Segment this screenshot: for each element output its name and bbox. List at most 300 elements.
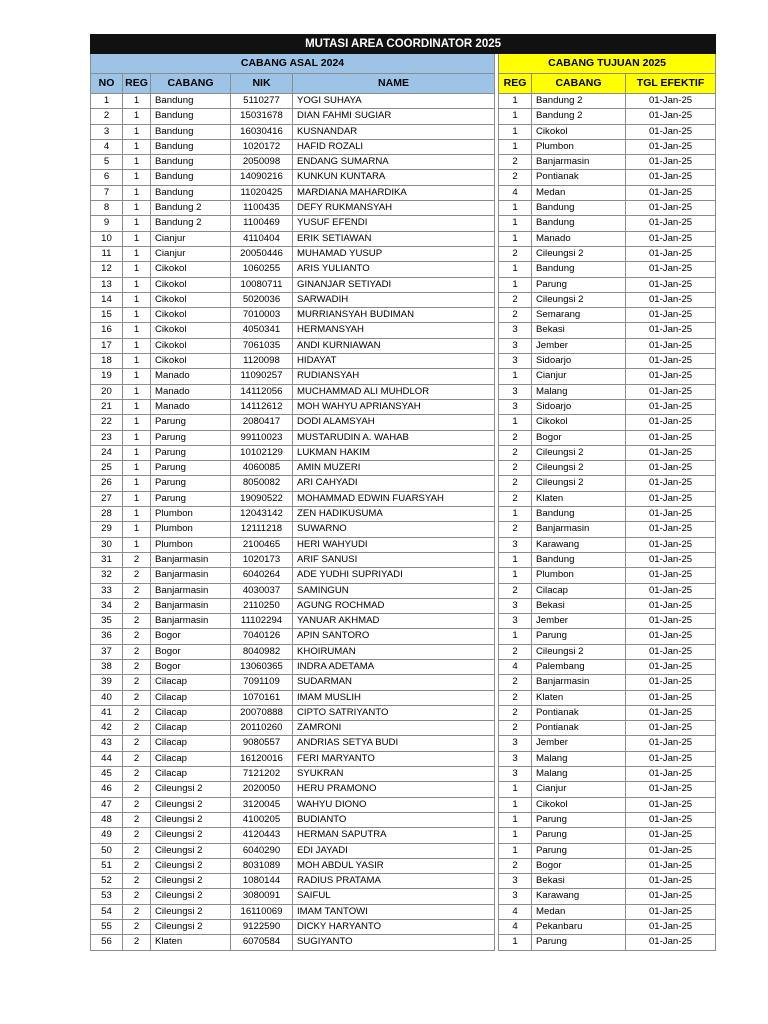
cell-reg: 1	[123, 308, 151, 323]
cell-cabang: Cilacap	[151, 675, 231, 690]
cell-reg-dest: 3	[499, 874, 532, 889]
cell-reg: 2	[123, 920, 151, 935]
cell-reg: 2	[123, 736, 151, 751]
cell-nik: 4030037	[231, 583, 293, 598]
cell-cabang-dest: Karawang	[532, 537, 626, 552]
cell-no: 10	[91, 231, 123, 246]
cell-nik: 16110069	[231, 904, 293, 919]
cell-name: APIN SANTORO	[293, 629, 495, 644]
cell-no: 33	[91, 583, 123, 598]
cell-tgl-efektif: 01-Jan-25	[626, 797, 716, 812]
cell-reg: 2	[123, 598, 151, 613]
table-row	[91, 904, 716, 919]
cell-nik: 7121202	[231, 767, 293, 782]
cell-reg-dest: 3	[499, 338, 532, 353]
cell-cabang: Cikokol	[151, 292, 231, 307]
cell-cabang: Manado	[151, 369, 231, 384]
cell-nik: 1120098	[231, 354, 293, 369]
cell-reg: 1	[123, 415, 151, 430]
table-row	[91, 889, 716, 904]
cell-no: 44	[91, 751, 123, 766]
cell-reg: 2	[123, 614, 151, 629]
cell-reg-dest: 2	[499, 308, 532, 323]
table-row	[91, 139, 716, 154]
cell-no: 52	[91, 874, 123, 889]
table-row	[91, 185, 716, 200]
cell-tgl-efektif: 01-Jan-25	[626, 369, 716, 384]
cell-cabang-dest: Bekasi	[532, 598, 626, 613]
cell-cabang-dest: Parung	[532, 277, 626, 292]
cell-no: 3	[91, 124, 123, 139]
cell-cabang: Cileungsi 2	[151, 812, 231, 827]
cell-nik: 1020172	[231, 139, 293, 154]
cell-reg: 1	[123, 522, 151, 537]
cell-no: 45	[91, 767, 123, 782]
cell-cabang-dest: Jember	[532, 736, 626, 751]
table-row	[91, 858, 716, 873]
cell-reg-dest: 2	[499, 430, 532, 445]
cell-name: DICKY HARYANTO	[293, 920, 495, 935]
cell-tgl-efektif: 01-Jan-25	[626, 445, 716, 460]
table-row	[91, 170, 716, 185]
table-row	[91, 231, 716, 246]
cell-reg: 1	[123, 292, 151, 307]
cell-reg-dest: 2	[499, 292, 532, 307]
cell-cabang-dest: Pekanbaru	[532, 920, 626, 935]
cell-nik: 6040290	[231, 843, 293, 858]
header-tgl-efektif: TGL EFEKTIF	[626, 74, 716, 94]
cell-name: MUHAMAD YUSUP	[293, 246, 495, 261]
cell-reg: 2	[123, 828, 151, 843]
cell-cabang: Cilacap	[151, 736, 231, 751]
cell-cabang-dest: Bandung	[532, 216, 626, 231]
cell-cabang: Parung	[151, 415, 231, 430]
cell-reg: 1	[123, 139, 151, 154]
cell-nik: 2100465	[231, 537, 293, 552]
cell-tgl-efektif: 01-Jan-25	[626, 507, 716, 522]
table-row	[91, 690, 716, 705]
header-no: NO	[91, 74, 123, 94]
cell-nik: 4050341	[231, 323, 293, 338]
cell-reg: 2	[123, 812, 151, 827]
cell-name: RUDIANSYAH	[293, 369, 495, 384]
cell-name: ANDRIAS SETYA BUDI	[293, 736, 495, 751]
cell-reg: 2	[123, 782, 151, 797]
cell-name: CIPTO SATRIYANTO	[293, 705, 495, 720]
cell-cabang: Bandung	[151, 170, 231, 185]
cell-nik: 15031678	[231, 109, 293, 124]
table-row	[91, 369, 716, 384]
table-row	[91, 935, 716, 950]
cell-no: 1	[91, 94, 123, 109]
table-row	[91, 491, 716, 506]
cell-nik: 4120443	[231, 828, 293, 843]
cell-nik: 4110404	[231, 231, 293, 246]
cell-name: SUDARMAN	[293, 675, 495, 690]
cell-reg-dest: 3	[499, 323, 532, 338]
cell-no: 28	[91, 507, 123, 522]
cell-reg-dest: 1	[499, 201, 532, 216]
cell-reg: 1	[123, 338, 151, 353]
cell-cabang-dest: Bandung	[532, 552, 626, 567]
cell-reg-dest: 2	[499, 721, 532, 736]
cell-reg-dest: 1	[499, 843, 532, 858]
cell-cabang: Cikokol	[151, 323, 231, 338]
cell-cabang: Parung	[151, 461, 231, 476]
table-row	[91, 705, 716, 720]
cell-reg-dest: 1	[499, 552, 532, 567]
cell-tgl-efektif: 01-Jan-25	[626, 767, 716, 782]
cell-name: ARIS YULIANTO	[293, 262, 495, 277]
cell-tgl-efektif: 01-Jan-25	[626, 858, 716, 873]
cell-name: KHOIRUMAN	[293, 644, 495, 659]
cell-cabang-dest: Parung	[532, 935, 626, 950]
cell-nik: 14112056	[231, 384, 293, 399]
cell-name: ZEN HADIKUSUMA	[293, 507, 495, 522]
cell-cabang: Cileungsi 2	[151, 797, 231, 812]
cell-reg-dest: 1	[499, 797, 532, 812]
cell-name: YANUAR AKHMAD	[293, 614, 495, 629]
cell-tgl-efektif: 01-Jan-25	[626, 246, 716, 261]
cell-cabang-dest: Bogor	[532, 430, 626, 445]
cell-tgl-efektif: 01-Jan-25	[626, 354, 716, 369]
cell-reg: 2	[123, 568, 151, 583]
cell-cabang-dest: Palembang	[532, 659, 626, 674]
cell-nik: 1020173	[231, 552, 293, 567]
cell-no: 15	[91, 308, 123, 323]
cell-cabang-dest: Bandung 2	[532, 109, 626, 124]
cell-tgl-efektif: 01-Jan-25	[626, 690, 716, 705]
cell-reg-dest: 1	[499, 812, 532, 827]
cell-tgl-efektif: 01-Jan-25	[626, 139, 716, 154]
cell-tgl-efektif: 01-Jan-25	[626, 109, 716, 124]
cell-reg-dest: 1	[499, 124, 532, 139]
cell-reg: 2	[123, 751, 151, 766]
table-row	[91, 216, 716, 231]
cell-nik: 1100469	[231, 216, 293, 231]
cell-nik: 1080144	[231, 874, 293, 889]
cell-cabang: Cikokol	[151, 277, 231, 292]
cell-tgl-efektif: 01-Jan-25	[626, 384, 716, 399]
cell-cabang-dest: Cilacap	[532, 583, 626, 598]
cell-reg-dest: 4	[499, 904, 532, 919]
cell-no: 32	[91, 568, 123, 583]
cell-cabang: Cileungsi 2	[151, 889, 231, 904]
cell-no: 2	[91, 109, 123, 124]
cell-no: 25	[91, 461, 123, 476]
cell-name: HERU PRAMONO	[293, 782, 495, 797]
cell-reg: 1	[123, 262, 151, 277]
cell-tgl-efektif: 01-Jan-25	[626, 491, 716, 506]
cell-cabang: Manado	[151, 399, 231, 414]
cell-nik: 7091109	[231, 675, 293, 690]
header-nik: NIK	[231, 74, 293, 94]
cell-nik: 12043142	[231, 507, 293, 522]
cell-no: 21	[91, 399, 123, 414]
cell-name: MOH WAHYU APRIANSYAH	[293, 399, 495, 414]
cell-nik: 9122590	[231, 920, 293, 935]
table-row	[91, 415, 716, 430]
cell-no: 23	[91, 430, 123, 445]
cell-nik: 2020050	[231, 782, 293, 797]
table-row	[91, 659, 716, 674]
cell-cabang: Bogor	[151, 659, 231, 674]
cell-cabang-dest: Klaten	[532, 690, 626, 705]
cell-reg: 2	[123, 659, 151, 674]
cell-cabang-dest: Malang	[532, 384, 626, 399]
cell-no: 7	[91, 185, 123, 200]
cell-no: 8	[91, 201, 123, 216]
table-row	[91, 736, 716, 751]
cell-reg-dest: 2	[499, 522, 532, 537]
cell-tgl-efektif: 01-Jan-25	[626, 935, 716, 950]
cell-reg: 1	[123, 537, 151, 552]
table-row	[91, 155, 716, 170]
cell-no: 41	[91, 705, 123, 720]
cell-name: RADIUS PRATAMA	[293, 874, 495, 889]
cell-tgl-efektif: 01-Jan-25	[626, 216, 716, 231]
cell-nik: 3120045	[231, 797, 293, 812]
table-row	[91, 262, 716, 277]
cell-nik: 99110023	[231, 430, 293, 445]
cell-cabang: Parung	[151, 476, 231, 491]
cell-nik: 7061035	[231, 338, 293, 353]
cell-name: HERMAN SAPUTRA	[293, 828, 495, 843]
cell-name: KUNKUN KUNTARA	[293, 170, 495, 185]
table-row	[91, 308, 716, 323]
cell-cabang: Bandung	[151, 139, 231, 154]
cell-no: 47	[91, 797, 123, 812]
cell-name: IMAM TANTOWI	[293, 904, 495, 919]
cell-reg-dest: 3	[499, 537, 532, 552]
cell-reg: 2	[123, 629, 151, 644]
cell-cabang-dest: Manado	[532, 231, 626, 246]
header-reg-dest: REG	[499, 74, 532, 94]
cell-tgl-efektif: 01-Jan-25	[626, 292, 716, 307]
cell-no: 55	[91, 920, 123, 935]
cell-name: MARDIANA MAHARDIKA	[293, 185, 495, 200]
cell-no: 4	[91, 139, 123, 154]
cell-cabang: Cileungsi 2	[151, 858, 231, 873]
cell-cabang-dest: Banjarmasin	[532, 155, 626, 170]
cell-no: 18	[91, 354, 123, 369]
cell-name: BUDIANTO	[293, 812, 495, 827]
cell-cabang-dest: Jember	[532, 338, 626, 353]
cell-nik: 9080557	[231, 736, 293, 751]
cell-name: SUGIYANTO	[293, 935, 495, 950]
cell-name: HERMANSYAH	[293, 323, 495, 338]
cell-reg: 1	[123, 476, 151, 491]
cell-tgl-efektif: 01-Jan-25	[626, 399, 716, 414]
cell-no: 9	[91, 216, 123, 231]
cell-name: MUSTARUDIN A. WAHAB	[293, 430, 495, 445]
cell-reg-dest: 4	[499, 185, 532, 200]
sheet-title: MUTASI AREA COORDINATOR 2025	[91, 35, 716, 54]
cell-tgl-efektif: 01-Jan-25	[626, 920, 716, 935]
cell-cabang: Bandung 2	[151, 216, 231, 231]
cell-cabang-dest: Bandung 2	[532, 94, 626, 109]
cell-cabang: Cilacap	[151, 721, 231, 736]
table-row	[91, 292, 716, 307]
destination-group-header: CABANG TUJUAN 2025	[499, 54, 716, 74]
cell-reg: 1	[123, 155, 151, 170]
cell-reg: 1	[123, 277, 151, 292]
cell-reg-dest: 1	[499, 568, 532, 583]
cell-tgl-efektif: 01-Jan-25	[626, 323, 716, 338]
cell-cabang-dest: Bekasi	[532, 874, 626, 889]
cell-reg: 1	[123, 384, 151, 399]
cell-nik: 2110250	[231, 598, 293, 613]
cell-name: DODI ALAMSYAH	[293, 415, 495, 430]
cell-name: ENDANG SUMARNA	[293, 155, 495, 170]
table-row	[91, 124, 716, 139]
cell-reg-dest: 2	[499, 675, 532, 690]
header-cabang-dest: CABANG	[532, 74, 626, 94]
cell-name: LUKMAN HAKIM	[293, 445, 495, 460]
table-row	[91, 644, 716, 659]
cell-reg-dest: 1	[499, 935, 532, 950]
cell-cabang-dest: Malang	[532, 751, 626, 766]
cell-nik: 2080417	[231, 415, 293, 430]
cell-cabang: Bogor	[151, 644, 231, 659]
cell-name: MUCHAMMAD ALI MUHDLOR	[293, 384, 495, 399]
cell-tgl-efektif: 01-Jan-25	[626, 751, 716, 766]
cell-name: ZAMRONI	[293, 721, 495, 736]
cell-nik: 5020036	[231, 292, 293, 307]
cell-reg-dest: 2	[499, 155, 532, 170]
table-row	[91, 109, 716, 124]
cell-reg-dest: 2	[499, 445, 532, 460]
cell-tgl-efektif: 01-Jan-25	[626, 874, 716, 889]
cell-reg-dest: 3	[499, 384, 532, 399]
cell-cabang: Cianjur	[151, 246, 231, 261]
cell-cabang: Bandung	[151, 94, 231, 109]
cell-cabang-dest: Medan	[532, 185, 626, 200]
cell-tgl-efektif: 01-Jan-25	[626, 124, 716, 139]
table-row	[91, 812, 716, 827]
cell-reg-dest: 1	[499, 629, 532, 644]
cell-no: 30	[91, 537, 123, 552]
cell-no: 51	[91, 858, 123, 873]
cell-reg-dest: 1	[499, 277, 532, 292]
cell-tgl-efektif: 01-Jan-25	[626, 782, 716, 797]
cell-reg-dest: 4	[499, 920, 532, 935]
cell-cabang: Plumbon	[151, 522, 231, 537]
cell-nik: 11090257	[231, 369, 293, 384]
cell-cabang-dest: Bandung	[532, 507, 626, 522]
table-row	[91, 430, 716, 445]
cell-nik: 8040982	[231, 644, 293, 659]
cell-cabang-dest: Parung	[532, 843, 626, 858]
cell-no: 35	[91, 614, 123, 629]
cell-cabang: Cileungsi 2	[151, 782, 231, 797]
cell-reg: 1	[123, 507, 151, 522]
cell-no: 27	[91, 491, 123, 506]
cell-tgl-efektif: 01-Jan-25	[626, 598, 716, 613]
cell-tgl-efektif: 01-Jan-25	[626, 843, 716, 858]
cell-name: WAHYU DIONO	[293, 797, 495, 812]
cell-cabang-dest: Bandung	[532, 201, 626, 216]
cell-no: 19	[91, 369, 123, 384]
table-row	[91, 583, 716, 598]
cell-cabang-dest: Banjarmasin	[532, 675, 626, 690]
cell-reg: 2	[123, 797, 151, 812]
cell-name: INDRA ADETAMA	[293, 659, 495, 674]
cell-tgl-efektif: 01-Jan-25	[626, 675, 716, 690]
cell-reg-dest: 1	[499, 94, 532, 109]
cell-tgl-efektif: 01-Jan-25	[626, 904, 716, 919]
cell-reg: 1	[123, 216, 151, 231]
cell-name: YUSUF EFENDI	[293, 216, 495, 231]
cell-cabang-dest: Cileungsi 2	[532, 445, 626, 460]
cell-reg: 2	[123, 644, 151, 659]
cell-no: 29	[91, 522, 123, 537]
table-row	[91, 323, 716, 338]
cell-cabang-dest: Malang	[532, 767, 626, 782]
table-row	[91, 399, 716, 414]
cell-cabang: Bandung	[151, 109, 231, 124]
cell-cabang-dest: Medan	[532, 904, 626, 919]
cell-reg: 1	[123, 201, 151, 216]
cell-reg-dest: 1	[499, 415, 532, 430]
cell-reg: 2	[123, 935, 151, 950]
cell-name: SARWADIH	[293, 292, 495, 307]
cell-cabang-dest: Sidoarjo	[532, 399, 626, 414]
cell-name: ARI CAHYADI	[293, 476, 495, 491]
cell-reg: 1	[123, 399, 151, 414]
cell-cabang: Plumbon	[151, 537, 231, 552]
cell-reg-dest: 3	[499, 399, 532, 414]
cell-tgl-efektif: 01-Jan-25	[626, 522, 716, 537]
table-row	[91, 552, 716, 567]
cell-reg-dest: 2	[499, 690, 532, 705]
cell-reg: 2	[123, 705, 151, 720]
cell-name: SAMINGUN	[293, 583, 495, 598]
cell-no: 6	[91, 170, 123, 185]
cell-reg: 2	[123, 767, 151, 782]
cell-tgl-efektif: 01-Jan-25	[626, 659, 716, 674]
cell-no: 42	[91, 721, 123, 736]
table-row	[91, 522, 716, 537]
cell-cabang-dest: Pontianak	[532, 705, 626, 720]
cell-reg-dest: 2	[499, 583, 532, 598]
table-row	[91, 568, 716, 583]
cell-nik: 16030416	[231, 124, 293, 139]
cell-no: 36	[91, 629, 123, 644]
cell-nik: 10102129	[231, 445, 293, 460]
cell-cabang: Cilacap	[151, 751, 231, 766]
cell-tgl-efektif: 01-Jan-25	[626, 476, 716, 491]
cell-reg-dest: 4	[499, 659, 532, 674]
cell-cabang-dest: Karawang	[532, 889, 626, 904]
cell-cabang: Cikokol	[151, 338, 231, 353]
cell-cabang: Bandung 2	[151, 201, 231, 216]
cell-tgl-efektif: 01-Jan-25	[626, 644, 716, 659]
cell-tgl-efektif: 01-Jan-25	[626, 185, 716, 200]
cell-no: 20	[91, 384, 123, 399]
cell-no: 38	[91, 659, 123, 674]
cell-no: 26	[91, 476, 123, 491]
table-row	[91, 721, 716, 736]
cell-no: 17	[91, 338, 123, 353]
cell-reg-dest: 1	[499, 139, 532, 154]
cell-reg: 1	[123, 246, 151, 261]
cell-cabang-dest: Cileungsi 2	[532, 246, 626, 261]
cell-reg-dest: 3	[499, 736, 532, 751]
cell-tgl-efektif: 01-Jan-25	[626, 583, 716, 598]
cell-cabang: Plumbon	[151, 507, 231, 522]
cell-cabang: Cileungsi 2	[151, 904, 231, 919]
